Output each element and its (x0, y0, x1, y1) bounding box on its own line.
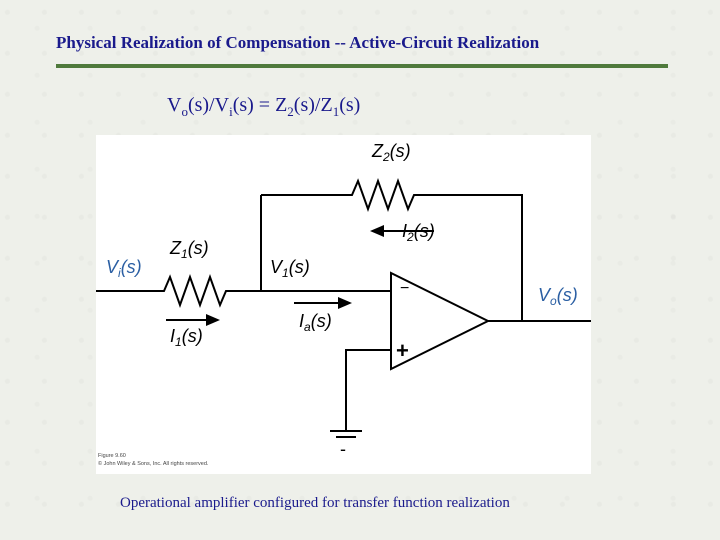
figure-caption: Operational amplifier configured for transfer function realization (120, 495, 510, 511)
circuit-diagram (96, 135, 591, 474)
i2-arrowhead (370, 225, 384, 237)
figure-copyright: © John Wiley & Sons, Inc. All rights reserved. (98, 461, 209, 467)
v1-label: $V_1(s)$ (270, 257, 310, 280)
op-amp-circuit-figure (96, 135, 591, 474)
i1-arrowhead (206, 314, 220, 326)
ia-label: $I_a(s)$ (299, 311, 332, 334)
ground-mark: - (340, 439, 346, 459)
i2-label: $I_2(s)$ (402, 221, 435, 244)
ia-arrowhead (338, 297, 352, 309)
noninverting-input-sign: + (396, 338, 409, 363)
ground-wire (346, 350, 391, 431)
z2-label: $Z_2(s)$ (372, 141, 411, 164)
z1-label: $Z_1(s)$ (170, 238, 209, 261)
transfer-function-formula: $V_o(s)/V_i(s) = Z_2(s)/Z_1(s)$ (167, 94, 361, 119)
ground-symbol (330, 431, 362, 437)
i1-label: $I_1(s)$ (170, 326, 203, 349)
vi-label: $V_i(s)$ (106, 257, 142, 280)
inverting-input-sign: − (400, 280, 410, 297)
figure-number: Figure 9.60 (98, 453, 126, 459)
title-divider (56, 64, 668, 68)
vo-label: $V_o(s)$ (538, 285, 578, 308)
slide-title: Physical Realization of Compensation -- Active-Circuit Realization (56, 33, 540, 52)
